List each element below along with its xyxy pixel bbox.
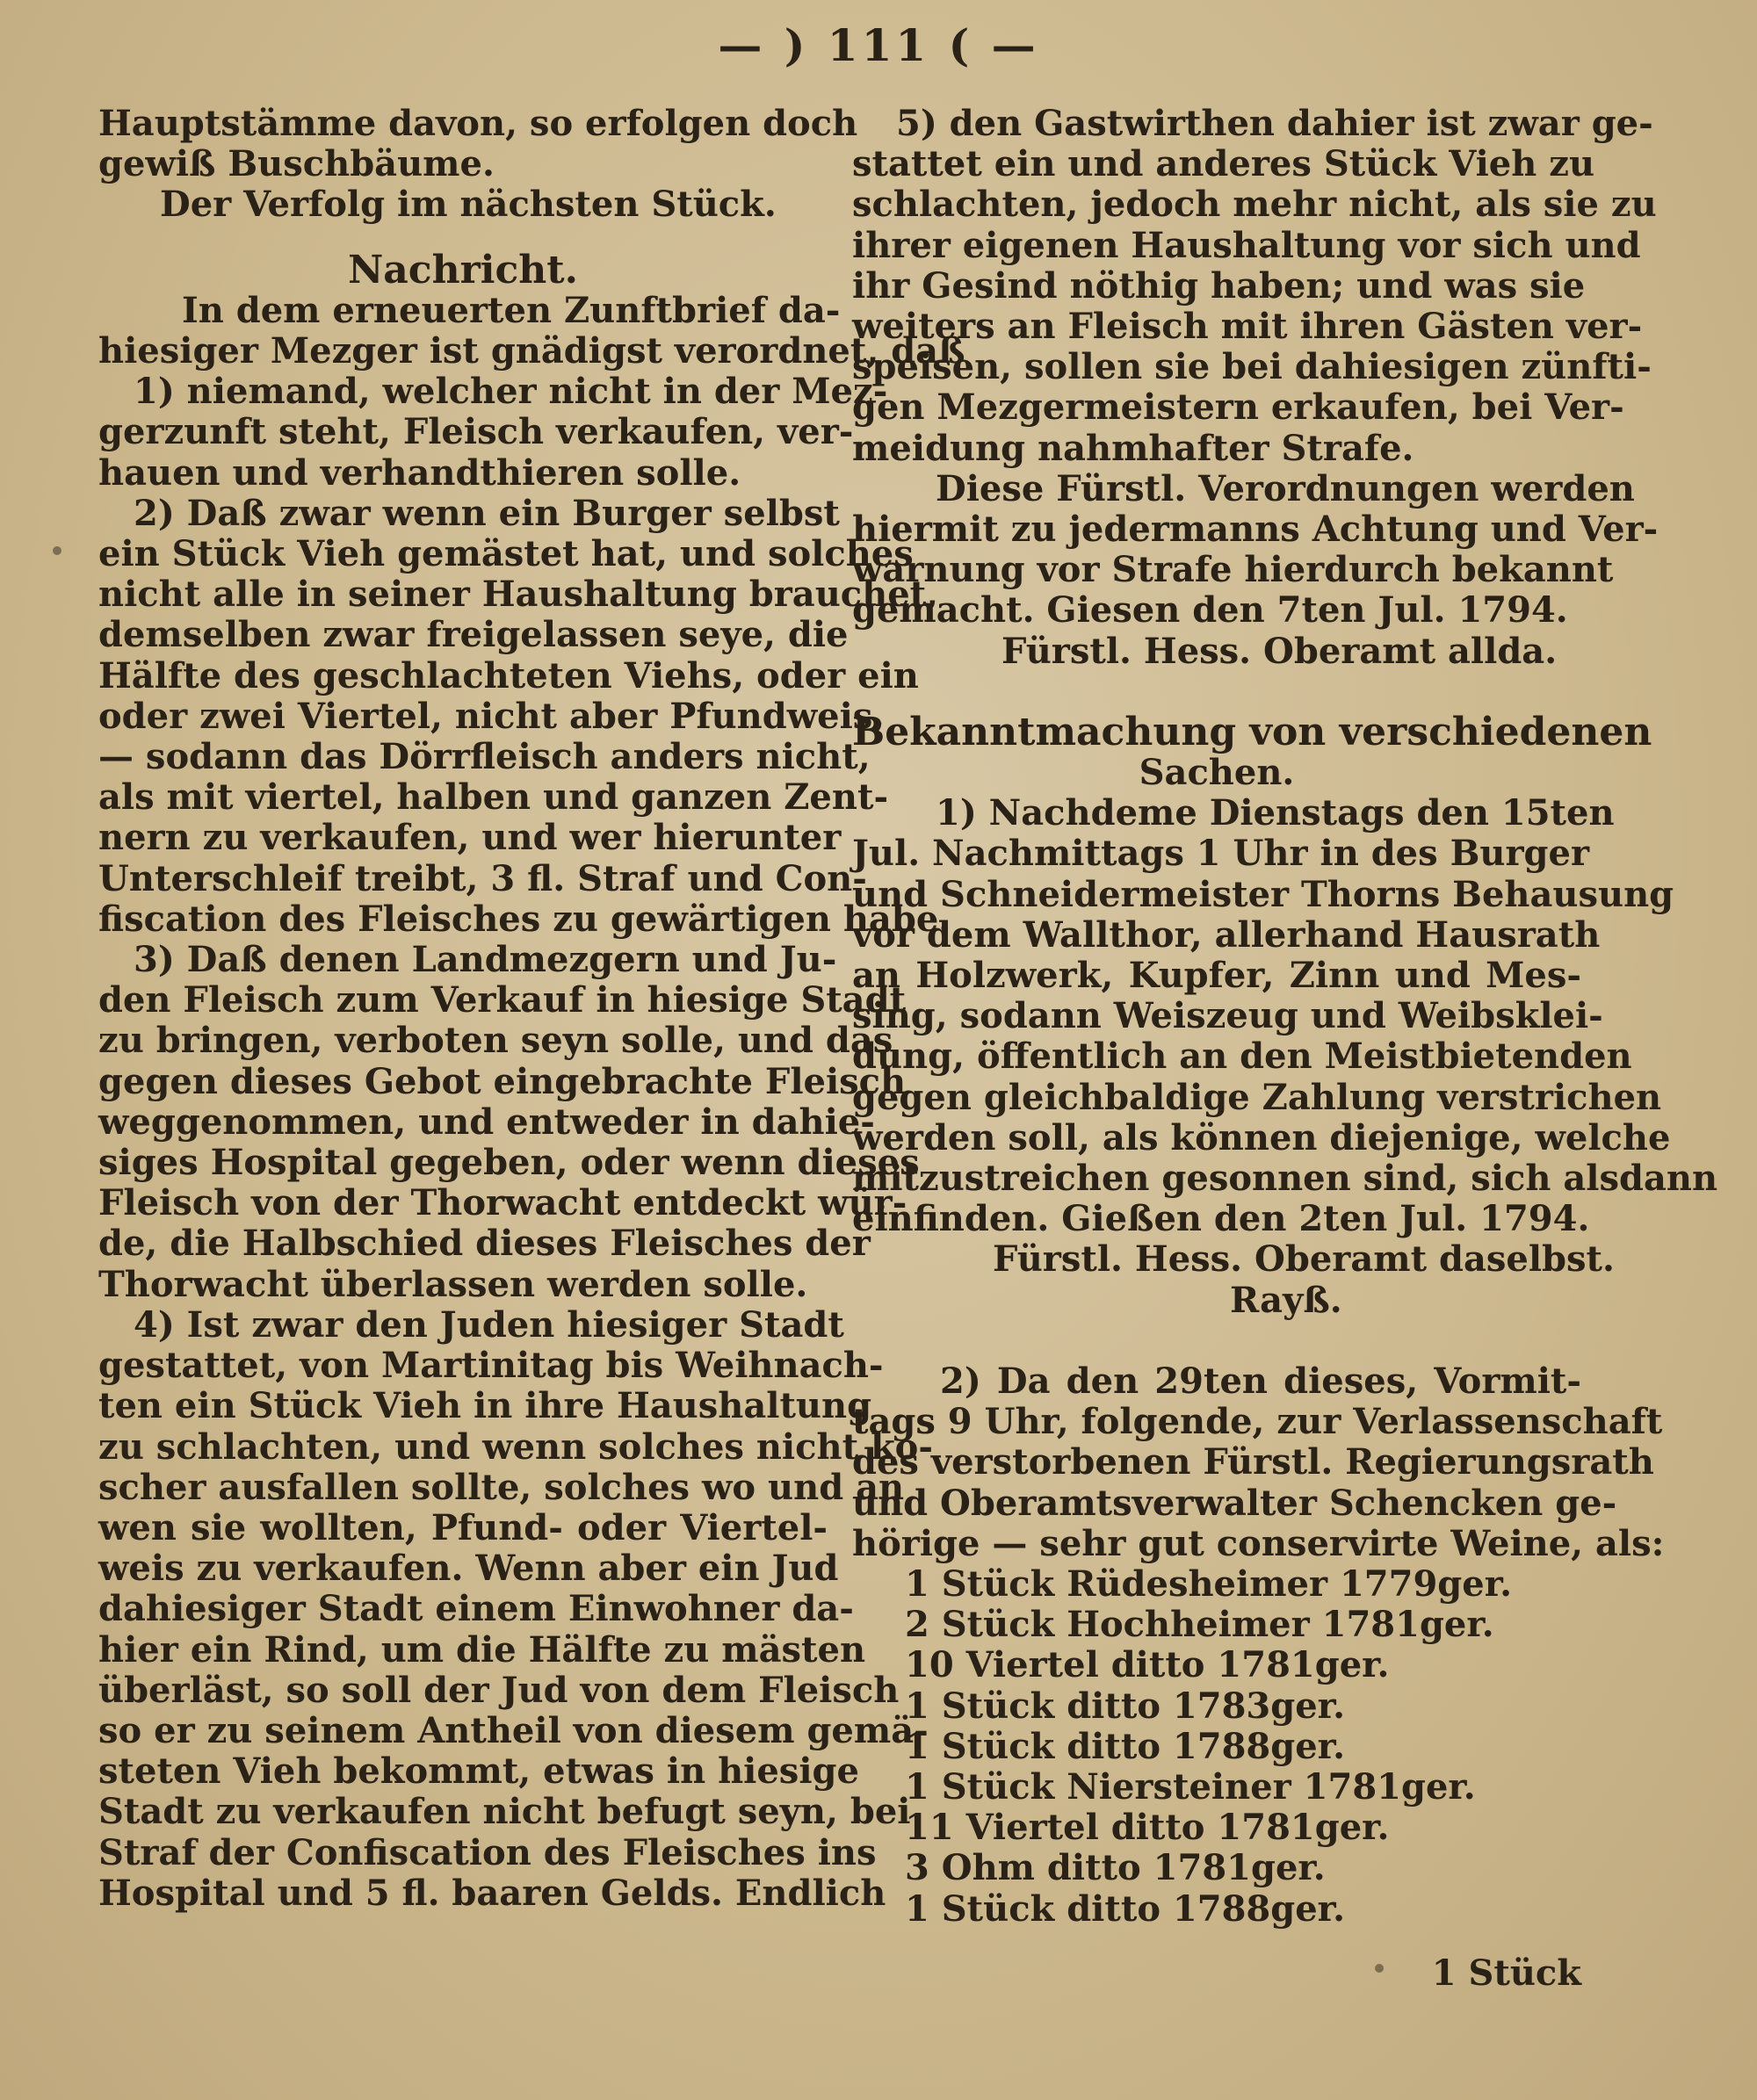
text-line: siges Hospital gegeben, oder wenn dieses	[98, 1142, 920, 1184]
text-line: gemacht. Giesen den 7ten Jul. 1794.	[852, 589, 1568, 631]
text-line: und Oberamtsverwalter Schencken ge-	[852, 1482, 1617, 1524]
text-line: gestattet, von Martinitag bis Weihnach-	[98, 1345, 884, 1387]
text-line: nern zu verkaufen, und wer hierunter	[98, 817, 842, 859]
text-line: hiermit zu jedermanns Achtung und Ver-	[852, 509, 1659, 551]
text-line: mitzustreichen gesonnen sind, sich alsdann	[852, 1158, 1718, 1200]
text-line: 5) den Gastwirthen dahier ist zwar ge-	[896, 103, 1653, 144]
text-line: hörige — sehr gut conservirte Weine, als:	[852, 1522, 1665, 1564]
signature-oberamt: Fürstl. Hess. Oberamt allda.	[1001, 630, 1558, 672]
section-heading-bekanntmachung: Bekanntmachung von verschiedenen	[852, 709, 1652, 754]
text-line: hier ein Rind, um die Hälfte zu mästen	[98, 1628, 866, 1671]
text-line: Hospital und 5 fl. baaren Gelds. Endlich	[98, 1872, 886, 1914]
text-line: dahiesiger Stadt einem Einwohner da-	[98, 1588, 854, 1630]
text-line: vor dem Wallthor, allerhand Hausrath	[852, 913, 1601, 956]
text-line: warnung vor Strafe hierdurch bekannt	[852, 549, 1614, 591]
wine-list-item: 3 Ohm ditto 1781ger.	[905, 1847, 1326, 1889]
text-line: — sodann das Dörrfleisch anders nicht,	[98, 736, 871, 778]
wine-list-item: 1 Stück Niersteiner 1781ger.	[905, 1765, 1476, 1808]
ink-spot	[53, 546, 61, 555]
text-line: sing, sodann Weiszeug und Weibsklei-	[852, 995, 1603, 1037]
section-heading-nachricht: Nachricht.	[348, 247, 578, 292]
text-line: ihrer eigenen Haushaltung vor sich und	[852, 224, 1641, 266]
text-line: Hälfte des geschlachteten Viehs, oder ein	[98, 654, 919, 696]
text-line: oder zwei Viertel, nicht aber Pfundweis,	[98, 695, 886, 737]
wine-list-item: 1 Stück ditto 1788ger.	[905, 1887, 1345, 1930]
text-line: Hauptstämme davon, so erfolgen doch	[98, 103, 858, 144]
text-line: stattet ein und anderes Stück Vieh zu	[852, 143, 1595, 185]
text-line: meidung nahmhafter Strafe.	[852, 427, 1414, 469]
wine-list-item: 11 Viertel ditto 1781ger.	[905, 1807, 1390, 1849]
text-line: gegen dieses Gebot eingebrachte Fleisch	[98, 1060, 907, 1102]
text-line: demselben zwar freigelassen seye, die	[98, 614, 849, 656]
text-line: fiscation des Fleisches zu gewärtigen habe.	[98, 898, 951, 940]
text-line: weggenommen, und entweder in dahie-	[98, 1101, 875, 1143]
text-line: zu bringen, verboten seyn solle, und das	[98, 1020, 893, 1062]
wine-list-item: 2 Stück Hochheimer 1781ger.	[905, 1604, 1494, 1646]
right-column	[852, 103, 1718, 1930]
text-line: gen Mezgermeistern erkaufen, bei Ver-	[852, 386, 1624, 429]
text-line: Jul. Nachmittags 1 Uhr in des Burger	[852, 833, 1590, 875]
text-line: tags 9 Uhr, folgende, zur Verlassenschaft	[852, 1401, 1663, 1443]
text-line: an Holzwerk, Kupfer, Zinn und Mes-	[852, 955, 1581, 997]
text-line: hauen und verhandthieren solle.	[98, 451, 741, 494]
text-line: ten ein Stück Vieh in ihre Haushaltung	[98, 1385, 872, 1427]
text-line: werden soll, als können diejenige, welche	[852, 1116, 1671, 1158]
section-heading-sachen: Sachen.	[1139, 752, 1295, 794]
ink-spot	[1375, 1964, 1384, 1973]
wine-list-item: 1 Stück ditto 1788ger.	[905, 1725, 1345, 1767]
text-line: dung, öffentlich an den Meistbietenden	[852, 1036, 1632, 1078]
text-line: 3) Daß denen Landmezgern und Ju-	[134, 939, 837, 981]
catchword: 1 Stück	[1431, 1952, 1581, 1994]
text-line: 1) Nachdeme Dienstags den 15ten	[936, 792, 1615, 834]
left-column	[98, 103, 965, 1914]
text-line: den Fleisch zum Verkauf in hiesige Stadt	[98, 979, 907, 1021]
text-line: als mit viertel, halben und ganzen Zent-	[98, 776, 889, 819]
text-line: schlachten, jedoch mehr nicht, als sie zu	[852, 184, 1657, 226]
text-line: Diese Fürstl. Verordnungen werden	[936, 467, 1635, 509]
text-line: steten Vieh bekommt, etwas in hiesige	[98, 1750, 859, 1793]
text-line: gewiß Buschbäume.	[98, 143, 495, 185]
text-line: Der Verfolg im nächsten Stück.	[160, 184, 777, 226]
wine-list-item: 1 Stück ditto 1783ger.	[905, 1685, 1345, 1727]
text-line: 2) Da den 29ten dieses, Vormit-	[940, 1360, 1581, 1402]
text-line: Fleisch von der Thorwacht entdeckt wür-	[98, 1182, 907, 1224]
text-line: scher ausfallen sollte, solches wo und an	[98, 1466, 905, 1508]
text-line: 1) niemand, welcher nicht in der Mez-	[134, 371, 888, 413]
text-line: und Schneidermeister Thorns Behausung	[852, 873, 1674, 915]
text-line: 2) Daß zwar wenn ein Burger selbst	[134, 492, 840, 534]
text-line: des verstorbenen Fürstl. Regierungsrath	[852, 1441, 1654, 1483]
signature-name: Rayß.	[1230, 1279, 1342, 1321]
text-line: 4) Ist zwar den Juden hiesiger Stadt	[134, 1303, 844, 1346]
text-line: gegen gleichbaldige Zahlung verstrichen	[852, 1076, 1662, 1118]
page-number-header: — ) 111 ( —	[718, 19, 1039, 71]
text-line: Thorwacht überlassen werden solle.	[98, 1263, 808, 1305]
text-line: einfinden. Gießen den 2ten Jul. 1794.	[852, 1198, 1590, 1240]
text-line: zu schlachten, und wenn solches nicht ko-	[98, 1425, 933, 1468]
signature-oberamt-daselbst: Fürstl. Hess. Oberamt daselbst.	[993, 1238, 1615, 1281]
text-line: weiters an Fleisch mit ihren Gästen ver-	[852, 306, 1643, 348]
text-line: wen sie wollten, Pfund- oder Viertel-	[98, 1506, 828, 1548]
text-line: weis zu verkaufen. Wenn aber ein Jud	[98, 1548, 839, 1590]
text-line: hiesiger Mezger ist gnädigst verordnet, daß	[98, 330, 965, 372]
text-line: überläst, so soll der Jud von dem Fleisch	[98, 1669, 900, 1711]
text-line: ein Stück Vieh gemästet hat, und solches	[98, 533, 914, 575]
text-line: so er zu seinem Antheil von diesem gemä-	[98, 1709, 929, 1751]
wine-list-item: 10 Viertel ditto 1781ger.	[905, 1644, 1390, 1686]
text-line: Straf der Confiscation des Fleisches ins	[98, 1831, 877, 1873]
text-line: nicht alle in seiner Haushaltung brauchet,	[98, 574, 939, 616]
text-line: In dem erneuerten Zunftbrief da-	[182, 289, 841, 331]
text-line: gerzunft steht, Fleisch verkaufen, ver-	[98, 411, 854, 453]
text-line: de, die Halbschied dieses Fleisches der	[98, 1223, 871, 1265]
text-line: ihr Gesind nöthig haben; und was sie	[852, 264, 1586, 307]
text-line: Stadt zu verkaufen nicht befugt seyn, bei	[98, 1791, 911, 1833]
text-line: speisen, sollen sie bei dahiesigen zünfti-	[852, 346, 1652, 388]
wine-list-item: 1 Stück Rüdesheimer 1779ger.	[905, 1562, 1513, 1605]
text-line: Unterschleif treibt, 3 fl. Straf und Con-	[98, 857, 867, 899]
